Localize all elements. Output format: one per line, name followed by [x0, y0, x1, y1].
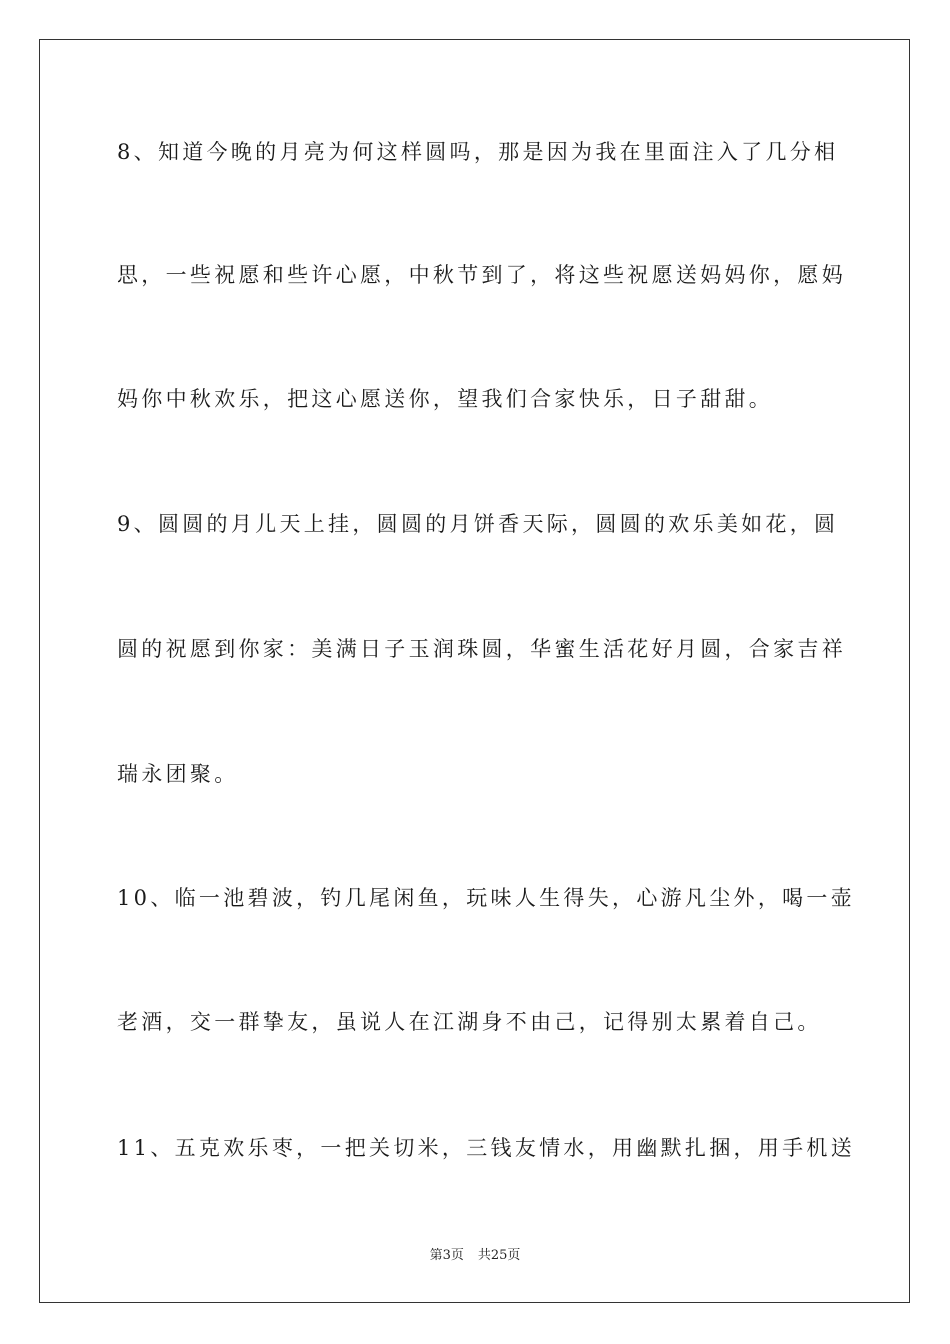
- text-line-9: 11、五克欢乐枣，一把关切米，三钱友情水，用幽默扎捆，用手机送: [117, 1136, 856, 1160]
- text-line-4: 9、圆圆的月儿天上挂，圆圆的月饼香天际，圆圆的欢乐美如花，圆: [117, 512, 839, 536]
- page-footer: [0, 1247, 950, 1265]
- text-line-1: 8、知道今晚的月亮为何这样圆吗，那是因为我在里面注入了几分相: [117, 140, 839, 164]
- page-total: 共25页: [477, 1248, 521, 1263]
- text-line-3: 妈你中秋欢乐，把这心愿送你，望我们合家快乐，日子甜甜。: [117, 387, 774, 411]
- text-line-6: 瑞永团聚。: [117, 762, 239, 786]
- text-line-7: 10、临一池碧波，钓几尾闲鱼，玩味人生得失，心游凡尘外，喝一壶: [117, 886, 856, 910]
- text-line-5: 圆的祝愿到你家：美满日子玉润珠圆，华蜜生活花好月圆，合家吉祥: [117, 637, 846, 661]
- text-line-2: 思，一些祝愿和些许心愿，中秋节到了，将这些祝愿送妈妈你，愿妈: [117, 263, 846, 287]
- page-border: [39, 39, 910, 1303]
- text-line-8: 老酒，交一群挚友，虽说人在江湖身不由己，记得别太累着自己。: [117, 1010, 822, 1034]
- page-number: 第3页: [429, 1248, 464, 1263]
